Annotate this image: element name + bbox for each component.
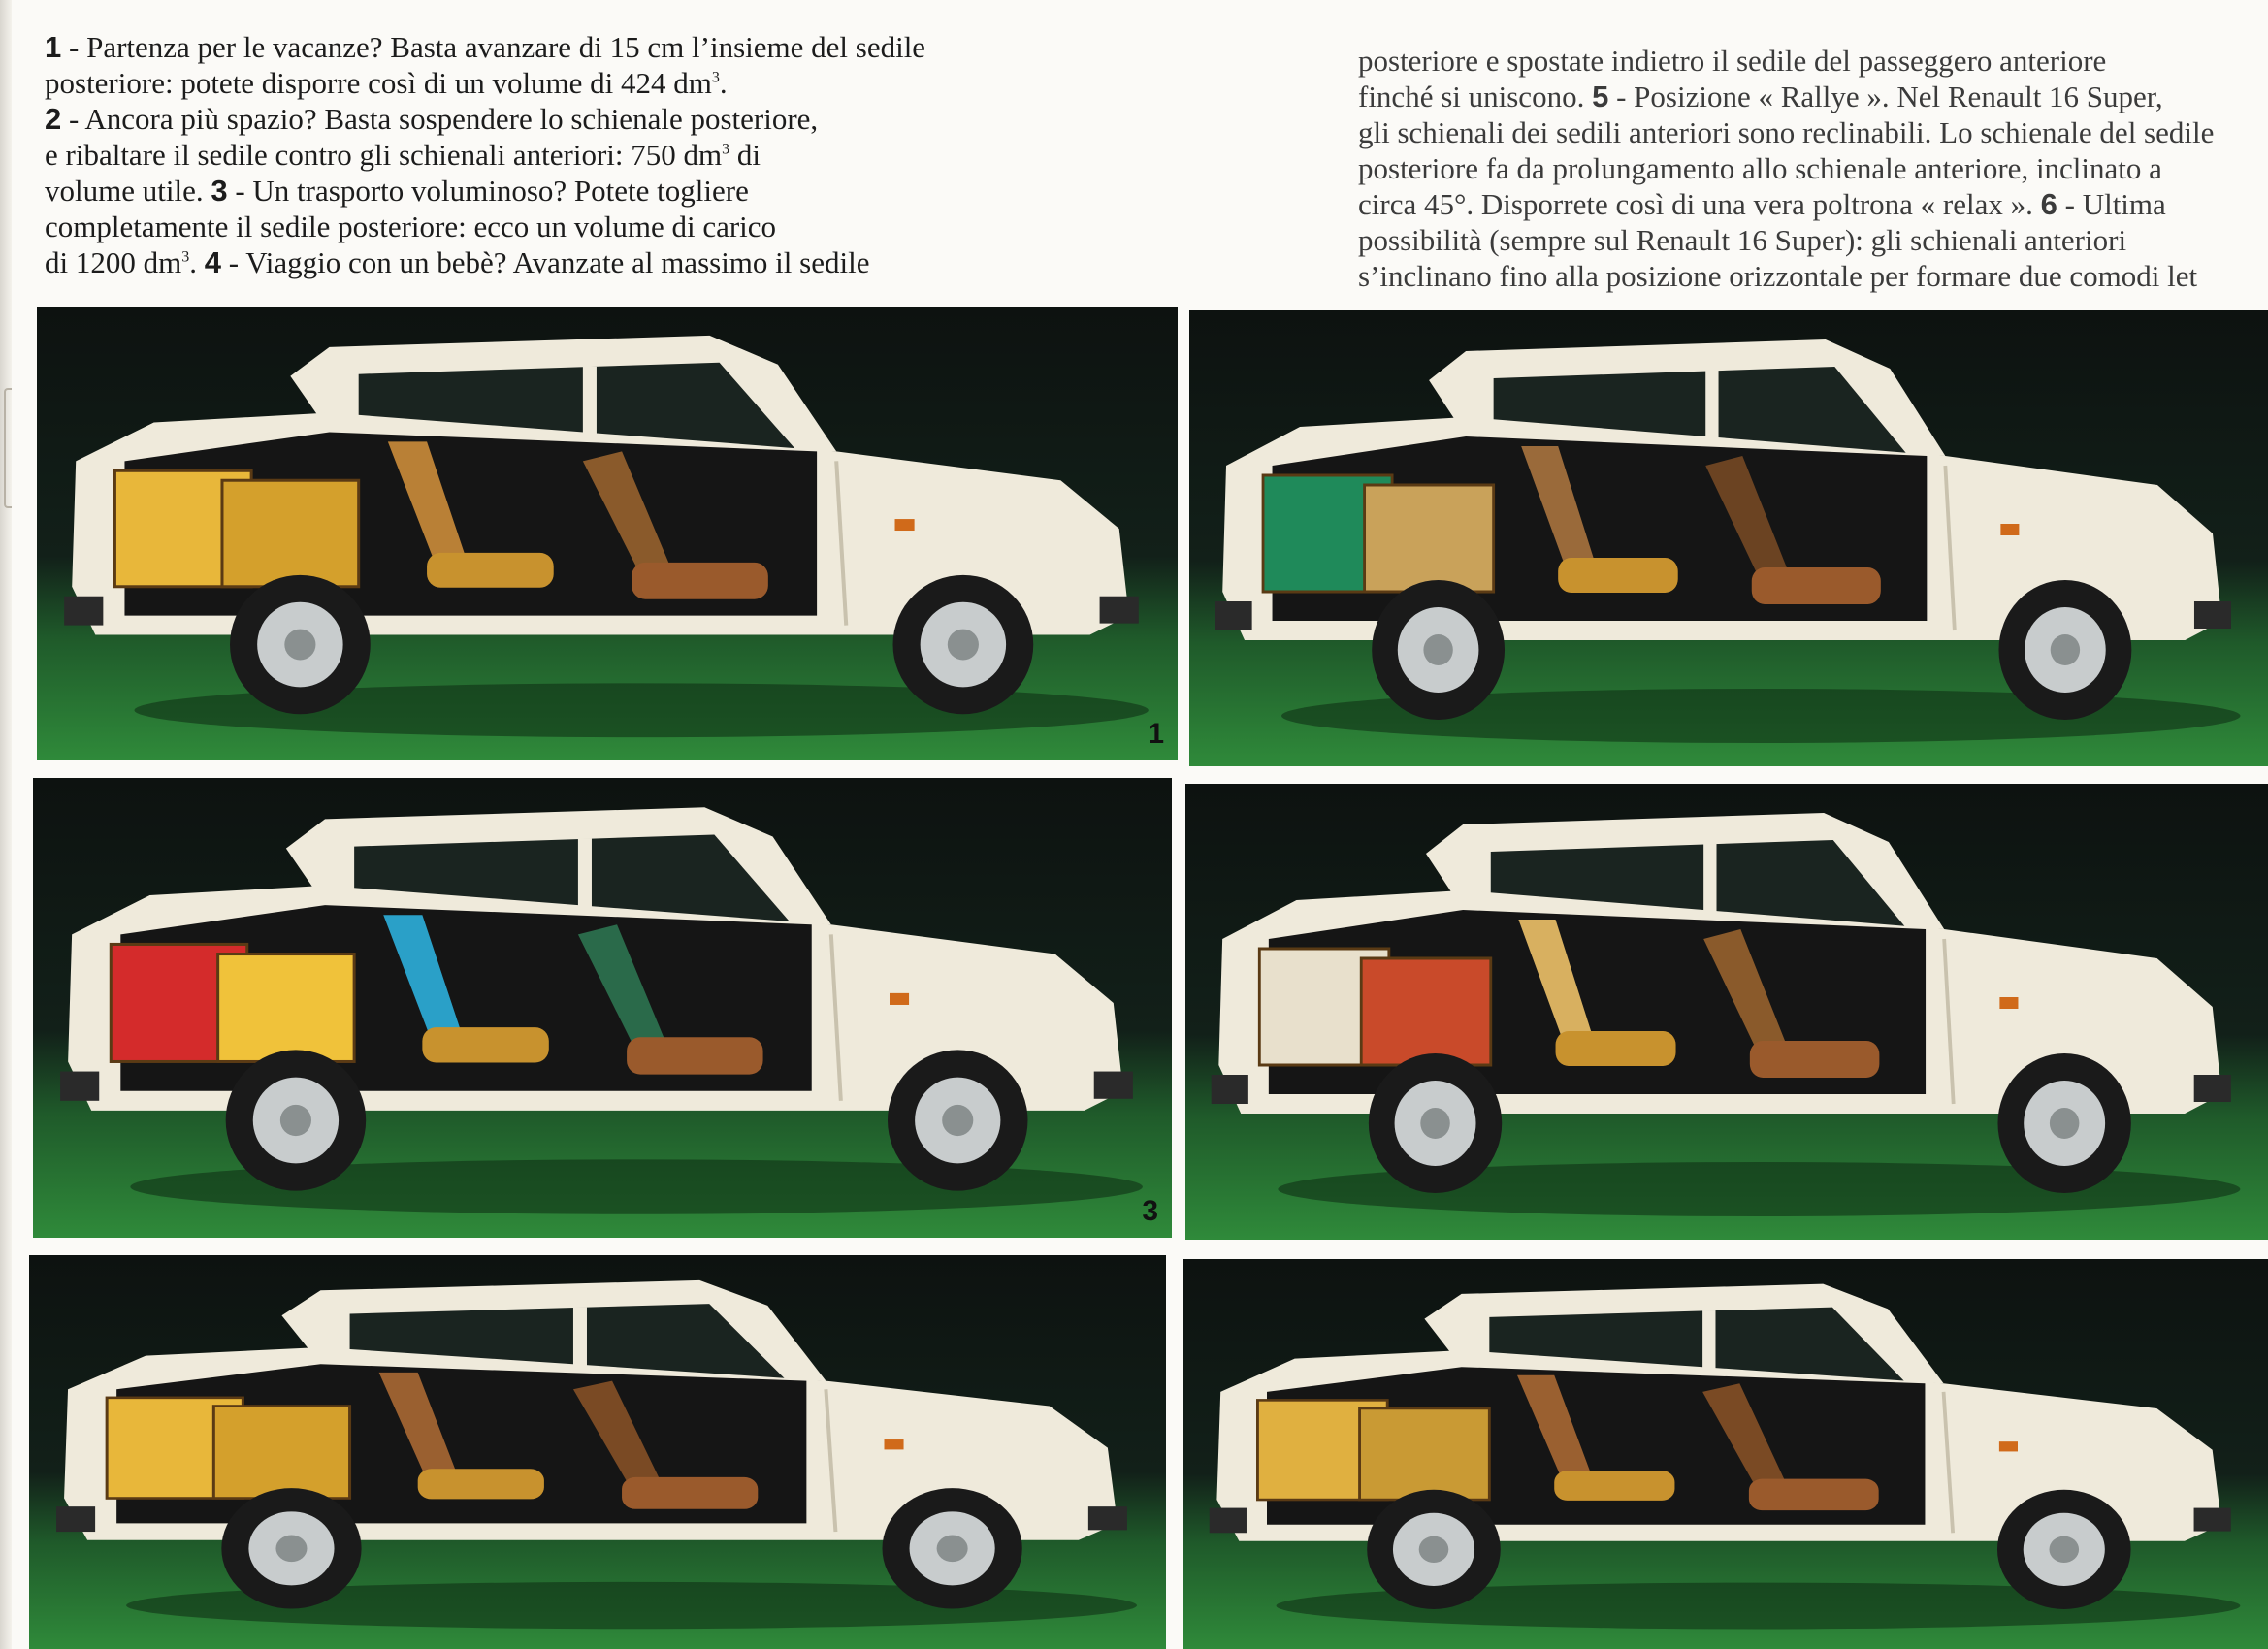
step-number: 5	[1592, 80, 1609, 113]
front-bumper	[1100, 597, 1139, 624]
photo-2-seat-folded	[1189, 310, 2268, 766]
front-seat-cushion	[1752, 567, 1881, 604]
front-seat-cushion	[627, 1037, 762, 1074]
photo-number: 1	[1148, 718, 1164, 750]
step-number: 2	[45, 102, 62, 136]
caption-line	[45, 137, 1015, 173]
front-seat-cushion	[632, 563, 768, 599]
step-number: 4	[204, 245, 221, 279]
seat-cushion	[422, 1027, 548, 1062]
caption-text: volume utile.	[45, 174, 211, 208]
car-illustration	[33, 778, 1172, 1238]
caption-text: - Ultima	[2057, 187, 2166, 221]
front-bumper	[2194, 1508, 2231, 1532]
scan-page-edge	[0, 0, 12, 1649]
caption-line	[45, 209, 1015, 244]
caption-text: .	[189, 245, 205, 279]
cargo-box	[222, 480, 359, 587]
caption-text: - Ancora più spazio? Basta sospendere lo schienale posteriore,	[61, 102, 819, 136]
rear-bumper	[56, 1506, 95, 1532]
step-number: 1	[45, 30, 62, 64]
photo-6-bed-position	[1183, 1259, 2268, 1649]
seat-cushion	[1554, 1471, 1674, 1501]
photo-5-rallye-position	[29, 1255, 1166, 1649]
caption-text: s’inclinano fino alla posizione orizzontale per formare due comodi let	[1358, 259, 2198, 293]
hub-cap	[275, 1536, 307, 1563]
caption-text: .	[719, 66, 728, 100]
front-seat-cushion	[1749, 1479, 1879, 1511]
caption-text: gli schienali dei sedili anteriori sono reclinabili. Lo schienale del sedile	[1358, 115, 2215, 149]
caption-column-left	[45, 29, 1015, 280]
caption-text: posteriore: potete disporre così di un volume di 424 dm	[45, 66, 712, 100]
caption-text: possibilità (sempre sul Renault 16 Super): gli schienali anteriori	[1358, 223, 2127, 257]
hub-cap	[1423, 634, 1452, 665]
caption-line	[1358, 258, 2268, 294]
front-seat-cushion	[622, 1477, 758, 1509]
step-number: 6	[2040, 187, 2057, 221]
side-marker	[885, 1439, 904, 1449]
front-bumper	[2194, 601, 2231, 629]
hub-cap	[2049, 1536, 2079, 1563]
superscript: 3	[181, 248, 190, 266]
caption-text: - Viaggio con un bebè? Avanzate al massimo il sedile	[220, 245, 870, 279]
caption-text: - Un trasporto voluminoso? Potete togliere	[227, 174, 749, 208]
caption-text: - Partenza per le vacanze? Basta avanzare di 15 cm l’insieme del sedile	[61, 30, 926, 64]
front-bumper	[1094, 1072, 1133, 1099]
superscript: 3	[722, 141, 730, 158]
caption-line	[1358, 114, 2268, 150]
side-marker	[2000, 524, 2019, 535]
step-number: 3	[211, 174, 228, 208]
hub-cap	[2051, 634, 2080, 665]
rear-bumper	[1210, 1508, 1247, 1534]
cargo-box	[1360, 1408, 1490, 1500]
car-illustration	[1183, 1259, 2268, 1649]
caption-text: completamente il sedile posteriore: ecco un volume di carico	[45, 210, 777, 243]
caption-line	[1358, 186, 2268, 222]
side-marker	[890, 993, 909, 1005]
front-bumper	[2194, 1075, 2231, 1102]
photo-4-baby-travel	[1185, 784, 2268, 1240]
caption-text: di 1200 dm	[45, 245, 182, 279]
hub-cap	[1419, 1536, 1449, 1563]
front-seat-cushion	[1750, 1041, 1880, 1078]
rear-bumper	[60, 1072, 99, 1101]
caption-line	[1358, 43, 2268, 79]
side-marker	[1999, 997, 2018, 1009]
car-illustration	[37, 307, 1178, 760]
caption-text: posteriore e spostate indietro il sedile del passeggero anteriore	[1358, 44, 2107, 78]
hub-cap	[284, 630, 315, 661]
caption-line	[1358, 222, 2268, 258]
seat-cushion	[1556, 1031, 1676, 1066]
hub-cap	[1420, 1108, 1450, 1139]
car-illustration	[29, 1255, 1166, 1649]
cargo-box	[1365, 485, 1494, 592]
front-bumper	[1088, 1506, 1127, 1530]
photo-3-seat-removed	[33, 778, 1172, 1238]
superscript: 3	[711, 69, 720, 86]
rear-bumper	[1212, 1075, 1248, 1104]
caption-column-right	[1358, 43, 2268, 294]
caption-line	[45, 244, 1015, 280]
cargo-box	[213, 1406, 349, 1498]
photo-1-rear-seat-forward	[37, 307, 1178, 760]
hub-cap	[280, 1105, 311, 1136]
caption-line	[1358, 79, 2268, 114]
side-marker	[895, 519, 915, 531]
caption-line	[1358, 150, 2268, 186]
rear-bumper	[1215, 601, 1252, 630]
seat-cushion	[427, 553, 554, 588]
caption-line	[45, 101, 1015, 137]
caption-text: circa 45°. Disporrete così di una vera poltrona « relax ».	[1358, 187, 2041, 221]
caption-text: - Posizione « Rallye ». Nel Renault 16 Super,	[1608, 80, 2163, 113]
side-marker	[1999, 1441, 2018, 1451]
seat-cushion	[1558, 558, 1678, 593]
cargo-box	[218, 954, 354, 1062]
caption-text: di	[729, 138, 761, 172]
photo-number: 3	[1142, 1195, 1158, 1227]
binding-staple	[4, 388, 12, 508]
rear-bumper	[64, 597, 103, 626]
hub-cap	[937, 1536, 968, 1563]
caption-text: e ribaltare il sedile contro gli schienali anteriori: 750 dm	[45, 138, 723, 172]
caption-line	[45, 173, 1015, 209]
hub-cap	[942, 1105, 973, 1136]
car-illustration	[1189, 310, 2268, 766]
hub-cap	[2050, 1108, 2080, 1139]
hub-cap	[948, 630, 979, 661]
caption-text: posteriore fa da prolungamento allo schienale anteriore, inclinato a	[1358, 151, 2162, 185]
caption-line	[45, 65, 1015, 101]
caption-line	[45, 29, 1015, 65]
car-illustration	[1185, 784, 2268, 1240]
caption-text: finché si uniscono.	[1358, 80, 1593, 113]
cargo-box	[1361, 958, 1491, 1065]
seat-cushion	[418, 1469, 544, 1499]
